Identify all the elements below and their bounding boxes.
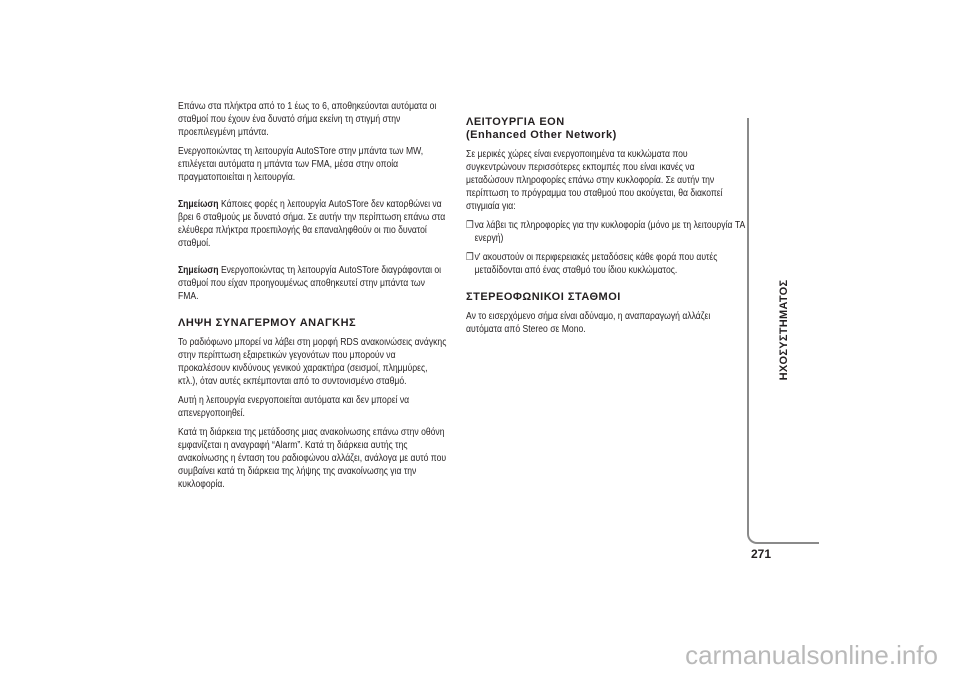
heading-eon-line2: (Enhanced Other Network) xyxy=(466,129,617,141)
heading-eon-line1: ΛΕΙΤΟΥΡΓΙΑ EON xyxy=(466,116,565,128)
section-side-label: ΗΧΟΣΥΣΤΗΜΑΤΟΣ xyxy=(778,279,790,381)
paragraph-alarm-display: Κατά τη διάρκεια της μετάδοσης μιας ανακοίνωσης επάνω στην οθόνη εμφανίζεται η αναγραφή “Alarm”. Κατά τη διάρκεια αυτής της ανακοίνωσης η ένταση του ραδιοφώνου αλλάζει, ανάλογα με αυτό που συμβαίνει κατά τη διάρκεια της λήψης της ανακοίνωσης για την κυκλοφορία. xyxy=(178,427,447,490)
note-1-label: Σημείωση xyxy=(178,199,219,210)
note-1 xyxy=(178,198,447,250)
note-2-label: Σημείωση xyxy=(178,265,219,276)
heading-emergency-alarm: ΛΗΨΗ ΣΥΝΑΓΕΡΜΟΥ ΑΝΑΓΚΗΣ xyxy=(178,317,357,329)
watermark: carmanualsonline.info xyxy=(685,640,938,670)
paragraph-autostore-mw: Ενεργοποιώντας τη λειτουργία AutoSTore στην μπάντα των MW, επιλέγεται αυτόματα η μπάντα των FMA, μέσα στην οποία πραγματοποιείται η λειτουργία. xyxy=(178,146,424,183)
right-column xyxy=(466,116,745,342)
paragraph-rds-alarm: Το ραδιόφωνο μπορεί να λάβει στη μορφή RDS ανακοινώσεις ανάγκης στην περίπτωση εξαιρετικών γεγονότων που μπορούν να προκαλέσουν κινδύνους γενικού χαρακτήρα (σεισμοί, πλημμύρες, κτλ.), όταν αυτές εκπέμπονται από το συντονισμένο σταθμό. xyxy=(178,337,447,387)
bullet-item-regional xyxy=(466,251,746,277)
heading-eon xyxy=(466,116,738,142)
note-2 xyxy=(178,264,447,303)
checkbox-bullet-icon: ❒ xyxy=(466,252,474,263)
page-number: 271 xyxy=(751,547,772,561)
checkbox-bullet-icon: ❒ xyxy=(466,220,474,231)
heading-stereo-stations: ΣΤΕΡΕΟΦΩΝΙΚΟΙ ΣΤΑΘΜΟΙ xyxy=(466,291,621,303)
bullet-text: να λάβει τις πληροφορίες για την κυκλοφορία (μόνο με τη λειτουργία TA ενεργή) xyxy=(474,220,745,244)
paragraph-stereo-mono: Αν το εισερχόμενο σήμα είναι αδύναμο, η αναπαραγωγή αλλάζει αυτόματα από Stereo σε Mono. xyxy=(466,311,711,335)
paragraph-auto-activated: Αυτή η λειτουργία ενεργοποιείται αυτόματα και δεν μπορεί να απενεργοποιηθεί. xyxy=(178,395,410,419)
bullet-item-traffic-info xyxy=(466,219,746,245)
note-2-text: Ενεργοποιώντας τη λειτουργία AutoSTore διαγράφονται οι σταθμοί που είχαν προηγουμένως αποθηκευτεί στην μπάντα των FMA. xyxy=(178,265,442,302)
left-column xyxy=(178,100,448,497)
paragraph-autostore-keys: Επάνω στα πλήκτρα από το 1 έως το 6, αποθηκεύονται αυτόματα οι σταθμοί που έχουν ένα δυνατό σήμα εκείνη τη στιγμή στην προεπιλεγμένη μπάντα. xyxy=(178,101,437,138)
paragraph-eon: Σε μερικές χώρες είναι ενεργοποιημένα τα κυκλώματα που συγκεντρώνουν περισσότερες εκπομπές που είναι ικανές να μεταδώσουν πληροφορίες επάνω στην κυκλοφορία. Σε αυτήν την περίπτωση το πρόγραμμα του σταθμού που ακούγεται, θα διακοπεί στιγμιαία για: xyxy=(466,149,723,212)
note-1-text: Κάποιες φορές η λειτουργία AutoSTore δεν κατορθώνει να βρει 6 σταθμούς με δυνατό σήμα. Σε αυτήν την περίπτωση επάνω στα ελέυθερα πλήκτρα προεπιλογής θα επαναληφθούν οι πιο δυνατοί σταθμοί. xyxy=(178,199,446,249)
bullet-text: ν' ακουστούν οι περιφερειακές μεταδόσεις κάθε φορά που αυτές μεταδίδονται από ένας σταθμό του ίδιου κυκλώματος. xyxy=(474,252,718,276)
